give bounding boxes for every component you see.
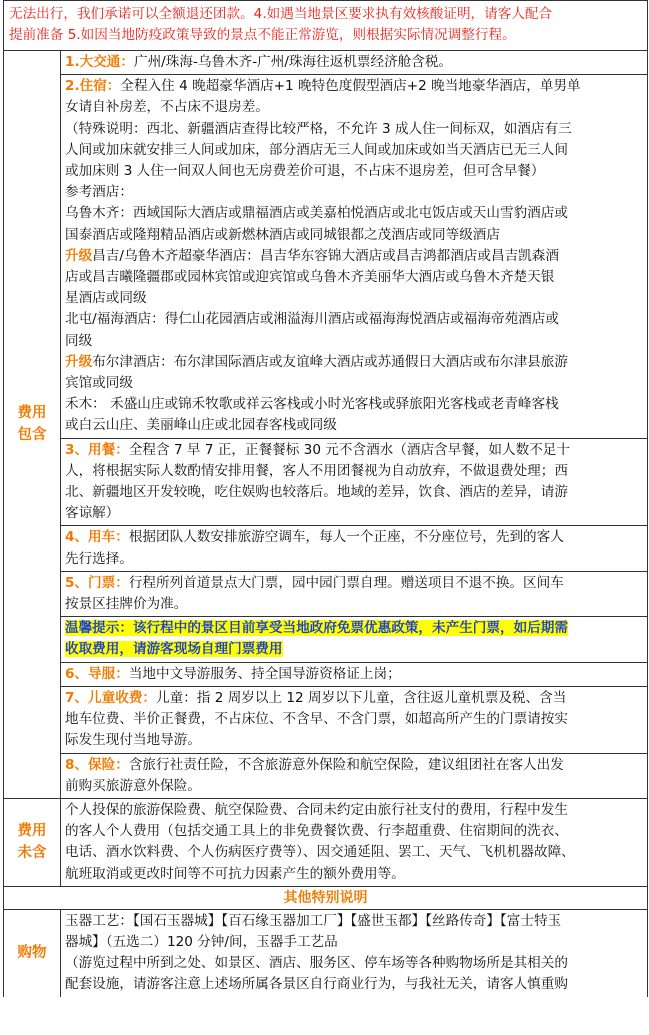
meal-item: 3、用餐：全程含 7 早 7 正，正餐餐标 30 元不含酒水（酒店含早餐，如人数不足十 人，将根据实际人数酌情安排用餐，客人不用团餐视为自动放弃，不做退费处理；西 北、新疆地区开发较晚，吃住娱购也较落后。地域的差异，饮食、酒店的差异，请游 客谅解） — [61, 439, 647, 527]
fee-excluded-row — [4, 799, 647, 887]
item-heading: 7、儿童收费： — [65, 689, 157, 706]
fee-included-row — [4, 51, 647, 799]
item-heading: 8、保险： — [65, 756, 129, 773]
item-heading: 3、用餐： — [65, 441, 129, 458]
item-heading: 6、导服： — [65, 665, 129, 682]
itinerary-document — [3, 0, 648, 997]
upgrade-tag: 升级 — [65, 247, 93, 264]
policy-notice — [4, 0, 647, 51]
traffic-item: 1.大交通：广州/珠海-乌鲁木齐-广州/珠海往返机票经济舱含税。 — [61, 51, 647, 75]
insurance-item: 8、保险：含旅行社责任险，不含旅游意外保险和航空保险，建议组团社在客人出发 前购买旅游意外保险。 — [65, 756, 564, 794]
guide-item: 6、导服：当地中文导游服务、持全国导游资格证上岗； — [61, 663, 647, 687]
policy-line: 提前准备 5.如因当地防疫政策导致的景点不能正常游览，则根据实际情况调整行程。 — [9, 27, 516, 43]
policy-line: 无法出行，我们承诺可以全额退还团款。4.如遇当地景区要求执有效核酸证明，请客人配合 — [9, 6, 553, 22]
item-heading: 1.大交通： — [65, 54, 134, 70]
item-heading: 4、用车： — [65, 529, 129, 546]
fee-excluded-label: 费用 未含 — [4, 799, 61, 886]
excluded-text: 个人投保的旅游保险费、航空保险费、合同未约定由旅行社支付的费用，行程中发生 的客人个人费用（包括交通工具上的非免费餐饮费、行李超重费、住宿期间的洗衣、 电话、酒水饮料费、个人伤病医疗费等）、因交通延阻、罢工、天气、飞机机器故障、 航班取消或更改时间等不可抗力因素产生的额外费用等。 — [65, 801, 575, 882]
shopping-row — [4, 910, 647, 997]
fee-included-label: 费用 包含 — [4, 51, 61, 798]
hotel-item: 2.住宿：全程入住 4 晚超豪华酒店+1 晚特色度假型酒店+2 晚当地豪华酒店，单男单 女请自补房差，不占床不退房差。 （特殊说明：西北、新疆酒店查得比较严格，不允许 3 成人住一间标双，如酒店有三 人间或加床就安排三人间或加床，部分酒店无三人间或加床或如当天酒店已无三人间 或加床则 3 人住一间双人间也无房费差价可退，不占床不退房差，但可含早餐） 参考酒店： 乌鲁木齐：西域国际大酒店或鼎福酒店或美嘉柏悦酒店或北屯饭店或天山雪豹酒店或 国泰酒店或隆翔精品酒店或新燃林酒店或同城银都之茂酒店或同等级酒店 升级昌吉/乌鲁木齐超豪华酒店：昌吉华东容锦大酒店或昌吉鸿都酒店或昌吉凯森酒 店或昌吉曦隆疆郡或园林宾馆或迎宾馆或乌鲁木齐美丽华大酒店或乌鲁木齐楚天银 星酒店或同级 北屯/福海酒店：得仁山花园酒店或湘溢海川酒店或福海海悦酒店或福海帝苑酒店或 同级 升级布尔津酒店：布尔津国际酒店或友谊峰大酒店或苏通假日大酒店或布尔津县旅游 宾馆或同级 禾木： 禾盛山庄或锦禾牧歌或祥云客栈或小时光客栈或驿旅阳光客栈或老青峰客栈 或白云山庄、美丽峰山庄或北园春客栈或同级 — [61, 75, 647, 438]
other-notes-title: 其他特别说明 — [4, 887, 647, 910]
upgrade-tag: 升级 — [65, 353, 93, 370]
shopping-text: 玉器工艺：【国石玉器城】【百石缘玉器加工厂】【盛世玉都】【丝路传奇】【富士特玉 器城】（五选二）120 分钟/间，玉器手工艺品 （游览过程中所到之处、如景区、酒店、服务区、停车场等各种购物场所是其相关的 配套设施，请游客注意上述场所属各景区自行商业行为，与我社无关，请客人慎重购 — [65, 912, 568, 993]
child-fee-item: 7、儿童收费：儿童：指 2 周岁以上 12 周岁以下儿童，含往返儿童机票及税、含当 地车位费、半价正餐费，不占床位、不含早、不含门票，如超高所产生的门票请按实 际发生现付当地导游。 — [61, 687, 647, 754]
item-heading: 5、门票： — [65, 574, 129, 591]
car-item: 4、用车：根据团队人数安排旅游空调车，每人一个正座，不分座位号，先到的客人 先行选择。 — [61, 526, 647, 571]
item-heading: 2.住宿： — [65, 78, 121, 95]
ticket-item: 5、门票：行程所列首道景点大门票，园中园门票自理。赠送项目不退不换。区间车 按景区挂牌价为准。 — [61, 572, 647, 617]
warm-notice: 温馨提示：该行程中的景区目前享受当地政府免票优惠政策，未产生门票，如后期需 收取费用，请游客现场自理门票费用 — [61, 617, 647, 662]
shopping-label: 购物 — [4, 910, 61, 997]
